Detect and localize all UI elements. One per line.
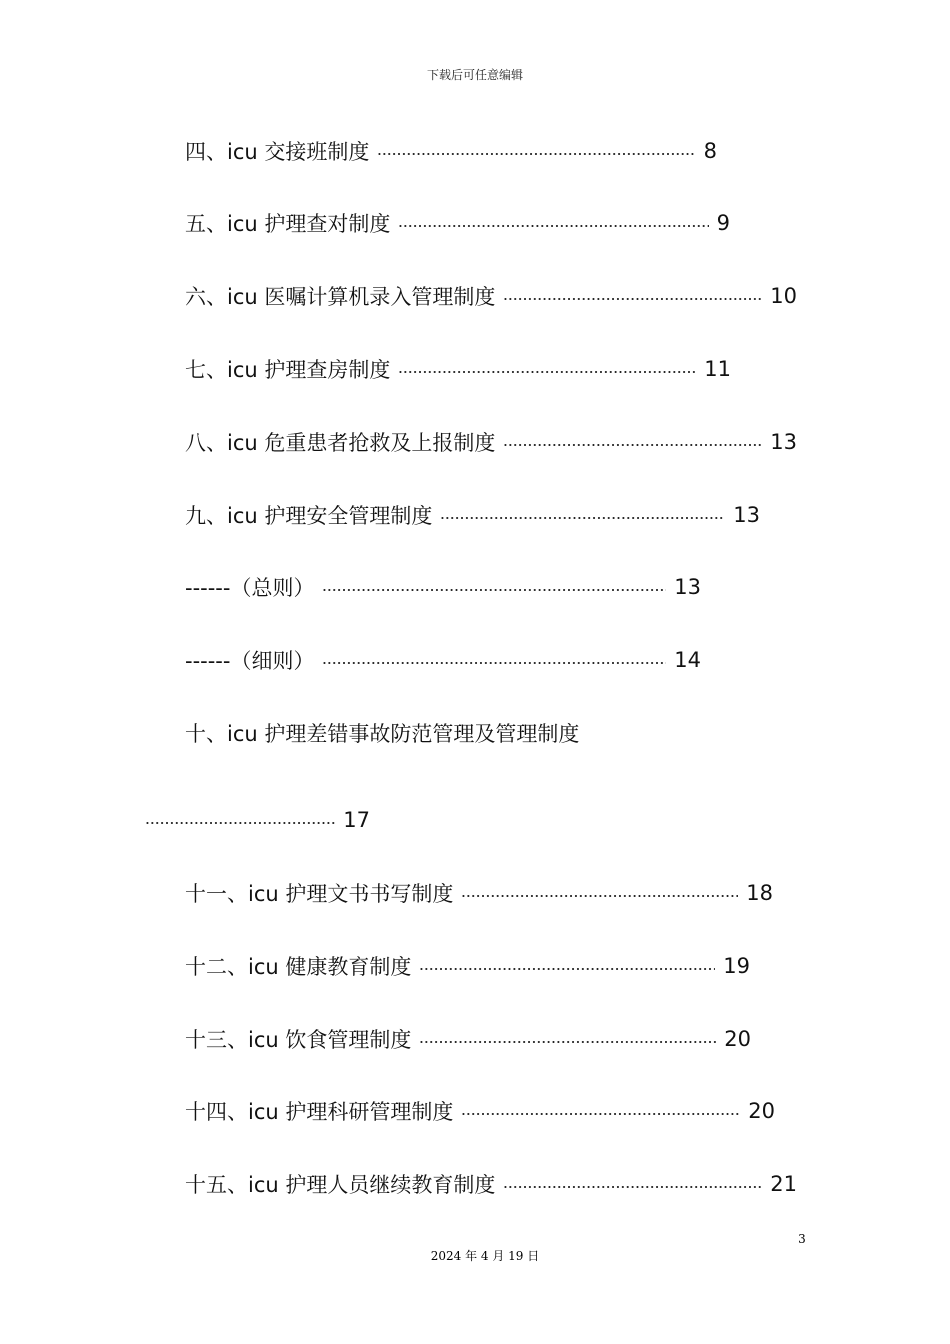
dot-leader	[322, 661, 666, 665]
page-number: 3	[798, 1232, 806, 1246]
toc-entry-label: 四、icu 交接班制度	[185, 140, 370, 164]
toc-entry-page: 14	[674, 648, 701, 672]
toc-entry-detail[interactable]	[185, 645, 701, 675]
dot-leader	[503, 1185, 762, 1189]
toc-entry-8[interactable]	[185, 427, 797, 457]
toc-entry-4[interactable]	[185, 136, 717, 166]
toc-entry-label: 十二、icu 健康教育制度	[185, 955, 412, 979]
toc-entry-10-continuation[interactable]	[145, 805, 370, 835]
toc-entry-label: ------（细则）	[185, 649, 315, 673]
toc-entry-13[interactable]	[185, 1024, 751, 1054]
toc-entry-9[interactable]	[185, 500, 760, 530]
toc-entry-page: 17	[343, 808, 370, 832]
toc-entry-7[interactable]	[185, 354, 731, 384]
toc-entry-6[interactable]	[185, 281, 797, 311]
toc-entry-15[interactable]	[185, 1169, 797, 1199]
dot-leader	[398, 370, 696, 374]
toc-entry-label: 七、icu 护理查房制度	[185, 358, 391, 382]
toc-entry-page: 19	[723, 954, 750, 978]
toc-entry-label: 九、icu 护理安全管理制度	[185, 504, 433, 528]
toc-entry-11[interactable]	[185, 878, 773, 908]
toc-entry-14[interactable]	[185, 1096, 775, 1126]
toc-entry-page: 21	[770, 1172, 797, 1196]
toc-entry-12[interactable]	[185, 951, 750, 981]
dot-leader	[322, 588, 666, 592]
toc-entry-5[interactable]	[185, 208, 730, 238]
footer-date: 2024 年 4 月 19 日	[430, 1249, 540, 1263]
toc-entry-page: 20	[724, 1027, 751, 1051]
toc-entry-page: 10	[770, 284, 797, 308]
toc-entry-page: 18	[746, 881, 773, 905]
toc-entry-label: ------（总则）	[185, 576, 315, 600]
toc-entry-page: 13	[674, 575, 701, 599]
dot-leader	[145, 821, 335, 825]
toc-entry-page: 13	[733, 503, 760, 527]
page-header: 下载后可任意编辑	[426, 68, 523, 82]
toc-entry-label: 十四、icu 护理科研管理制度	[185, 1100, 454, 1124]
toc-entry-label: 十三、icu 饮食管理制度	[185, 1028, 412, 1052]
toc-entry-page: 13	[770, 430, 797, 454]
toc-entry-page: 8	[703, 139, 717, 163]
toc-entry-label: 十一、icu 护理文书书写制度	[185, 882, 454, 906]
toc-entry-label: 八、icu 危重患者抢救及上报制度	[185, 431, 496, 455]
dot-leader	[419, 967, 715, 971]
toc-entry-label: 六、icu 医嘱计算机录入管理制度	[185, 285, 496, 309]
dot-leader	[440, 516, 725, 520]
dot-leader	[377, 152, 695, 156]
dot-leader	[503, 443, 762, 447]
toc-entry-general[interactable]	[185, 572, 701, 602]
toc-entry-page: 9	[716, 211, 730, 235]
dot-leader	[461, 894, 738, 898]
toc-entry-10-label[interactable]: 十、icu 护理差错事故防范管理及管理制度	[185, 722, 580, 746]
dot-leader	[503, 297, 762, 301]
toc-entry-page: 11	[704, 357, 731, 381]
dot-leader	[398, 224, 708, 228]
toc-entry-label: 十五、icu 护理人员继续教育制度	[185, 1173, 496, 1197]
dot-leader	[419, 1040, 716, 1044]
dot-leader	[461, 1112, 740, 1116]
toc-entry-label: 五、icu 护理查对制度	[185, 212, 391, 236]
toc-entry-page: 20	[748, 1099, 775, 1123]
